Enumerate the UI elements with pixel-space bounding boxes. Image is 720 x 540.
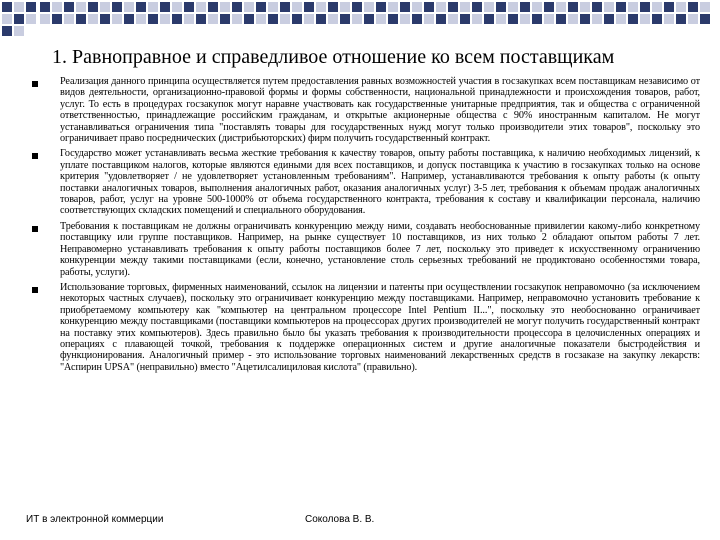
decorative-square bbox=[208, 2, 218, 12]
footer-course: ИТ в электронной коммерции bbox=[26, 514, 164, 525]
decorative-square bbox=[628, 2, 638, 12]
decorative-square bbox=[352, 14, 362, 24]
decorative-square bbox=[556, 14, 566, 24]
decorative-square bbox=[232, 14, 242, 24]
bullet-square-icon bbox=[32, 81, 38, 87]
decorative-squares bbox=[0, 0, 720, 40]
decorative-square bbox=[496, 2, 506, 12]
decorative-square bbox=[292, 2, 302, 12]
decorative-square bbox=[388, 2, 398, 12]
decorative-square bbox=[340, 14, 350, 24]
decorative-square bbox=[364, 2, 374, 12]
decorative-square bbox=[280, 14, 290, 24]
decorative-square bbox=[520, 14, 530, 24]
decorative-square bbox=[388, 14, 398, 24]
decorative-square bbox=[472, 2, 482, 12]
decorative-square bbox=[376, 2, 386, 12]
decorative-square bbox=[688, 14, 698, 24]
decorative-square bbox=[652, 2, 662, 12]
decorative-square bbox=[124, 2, 134, 12]
decorative-square bbox=[496, 14, 506, 24]
decorative-square bbox=[448, 14, 458, 24]
bullet-text: Реализация данного принципа осуществляется путем предоставления равных возможностей участия в госзакупках всем поставщикам независимо от видов деятельности, организационно-правовой формы и формы собственности, национальной принадлежности и происхождения товаров, работ, услуг. То есть в процедурах госзакупок могут наравне участвовать как государственные унитарные предприятия, так и общества с ограниченной ответственностью, принадлежащие российским гражданам, и открытые акционерные общества с 90% иностранным капиталом. Не могут устанавливаться ограничения типа "поставлять товары для государственных нужд могут только производители этих товаров", поскольку это ограничивает право посреднических (дистрибьюторских) фирм получить государственный контракт. bbox=[60, 76, 700, 145]
decorative-square bbox=[688, 2, 698, 12]
decorative-square bbox=[268, 14, 278, 24]
decorative-square bbox=[64, 2, 74, 12]
decorative-square bbox=[304, 14, 314, 24]
decorative-square bbox=[268, 2, 278, 12]
decorative-square bbox=[508, 14, 518, 24]
decorative-square bbox=[40, 14, 50, 24]
decorative-square bbox=[532, 14, 542, 24]
decorative-square bbox=[88, 14, 98, 24]
decorative-square bbox=[100, 14, 110, 24]
decorative-square bbox=[184, 14, 194, 24]
bullet-square-icon bbox=[32, 287, 38, 293]
decorative-square bbox=[220, 2, 230, 12]
decorative-square bbox=[676, 2, 686, 12]
decorative-square bbox=[316, 14, 326, 24]
decorative-square bbox=[244, 14, 254, 24]
bullet-text: Использование торговых, фирменных наименований, ссылок на лицензии и патенты при осуществлении госзакупок неправомочно (за исключением некоторых частных случаев), поскольку это ограничивает конкуренцию между поставщиками. Например, неправомочно установить требование к приобретаемому компьютеру как "компьютер на центральном процессоре Intel Pentium II...", поскольку это необоснованно ограничивает конкуренцию между поставщиками (поставщики компьютеров на процессорах других производителей не могут получить государственный контракт на поставку этих компьютеров). Здесь правильно было бы указать требования к производительности процессора в целочисленных операциях и операциях с плавающей точкой, требования к поддержке операционных систем и другие аналогичные показатели быстродействия и функционирования. Аналогичный пример - это использование торговых наименований лекарственных средств в госзаказе на закупку лекарств: "Аспирин UPSA" (неправильно) вместо "Ацетилсалициловая кислота" (правильно). bbox=[60, 281, 700, 373]
decorative-square bbox=[112, 2, 122, 12]
decorative-square bbox=[328, 14, 338, 24]
bullet-square-icon bbox=[32, 153, 38, 159]
decorative-square bbox=[556, 2, 566, 12]
decorative-square bbox=[220, 14, 230, 24]
decorative-square bbox=[328, 2, 338, 12]
bullet-list bbox=[24, 76, 700, 377]
bullet-item bbox=[24, 76, 700, 144]
decorative-square bbox=[412, 2, 422, 12]
decorative-square bbox=[508, 2, 518, 12]
decorative-square bbox=[676, 14, 686, 24]
decorative-square bbox=[376, 14, 386, 24]
decorative-square bbox=[484, 14, 494, 24]
decorative-square bbox=[436, 14, 446, 24]
decorative-square bbox=[148, 2, 158, 12]
decorative-square bbox=[484, 2, 494, 12]
bullet-text: Государство может устанавливать весьма жесткие требования к качеству товаров, опыту работы поставщика, к наличию необходимых лицензий, к уплате поставщиком налогов, которые являются едиными для всех поставщиков, и допуск поставщика к участию в госзакупках только на основе критерия "удовлетворяет / не удовлетворяет установленным требованиям". Например, устанавливаются требования к опыту работы (к опыту поставки аналогичных товаров, выполнения аналогичных работ, оказания аналогичных услуг) 3-5 лет, требования к объемам продаж аналогичных товаров, работ, услуг на уровне 500-1000% от объема государственного контракта, требования к составу и квалификации персонала, наличию соответствующих складских помещений и специального оборудования. bbox=[60, 148, 700, 217]
decorative-square bbox=[364, 14, 374, 24]
bullet-item bbox=[24, 282, 700, 373]
decorative-square bbox=[184, 2, 194, 12]
decorative-square bbox=[460, 14, 470, 24]
decorative-square bbox=[616, 2, 626, 12]
decorative-square bbox=[136, 2, 146, 12]
decorative-square bbox=[316, 2, 326, 12]
decorative-square bbox=[160, 2, 170, 12]
decorative-square bbox=[52, 14, 62, 24]
decorative-square bbox=[400, 2, 410, 12]
bullet-text: Требования к поставщикам не должны ограничивать конкуренцию между ними, создавать необоснованные привилегии какому-либо конкретному поставщику или группе поставщиков. Например, на рынке существует 10 поставщиков, из них только 2 обладают опытом работы 7 лет. Неправомерно устанавливать требования к опыту работы поставщиков более 7 лет, поскольку это приведет к искусственному ограничению конкуренции между такими поставщиками (если, конечно, установление столь серьезных требований не продиктовано особенностями товара, работы, услуги). bbox=[60, 220, 700, 278]
decorative-square bbox=[136, 14, 146, 24]
decorative-square bbox=[400, 14, 410, 24]
decorative-square bbox=[148, 14, 158, 24]
decorative-square bbox=[172, 14, 182, 24]
decorative-square bbox=[412, 14, 422, 24]
bullet-square-icon bbox=[32, 226, 38, 232]
decorative-square bbox=[352, 2, 362, 12]
decorative-square bbox=[700, 2, 710, 12]
decorative-square bbox=[520, 2, 530, 12]
decorative-square bbox=[448, 2, 458, 12]
decorative-square bbox=[424, 2, 434, 12]
decorative-square bbox=[76, 2, 86, 12]
decorative-square bbox=[112, 14, 122, 24]
decorative-square bbox=[532, 2, 542, 12]
decorative-square bbox=[244, 2, 254, 12]
decorative-square bbox=[232, 2, 242, 12]
decorative-square bbox=[52, 2, 62, 12]
decorative-square bbox=[628, 14, 638, 24]
decorative-square bbox=[436, 2, 446, 12]
decorative-square bbox=[124, 14, 134, 24]
decorative-square bbox=[64, 14, 74, 24]
decorative-square bbox=[664, 14, 674, 24]
decorative-square bbox=[172, 2, 182, 12]
decorative-square bbox=[604, 2, 614, 12]
decorative-square bbox=[592, 14, 602, 24]
decorative-square bbox=[280, 2, 290, 12]
decorative-square bbox=[424, 14, 434, 24]
decorative-square bbox=[592, 2, 602, 12]
bullet-item bbox=[24, 148, 700, 216]
decorative-square bbox=[604, 14, 614, 24]
decorative-square bbox=[40, 2, 50, 12]
decorative-square bbox=[640, 14, 650, 24]
decorative-square bbox=[292, 14, 302, 24]
decorative-square bbox=[580, 2, 590, 12]
decorative-square bbox=[256, 2, 266, 12]
decorative-square bbox=[580, 14, 590, 24]
decorative-square bbox=[700, 14, 710, 24]
decorative-square bbox=[196, 2, 206, 12]
decorative-square bbox=[256, 14, 266, 24]
decorative-square bbox=[160, 14, 170, 24]
decorative-square bbox=[544, 2, 554, 12]
decorative-square bbox=[616, 14, 626, 24]
decorative-square bbox=[544, 14, 554, 24]
decorative-square bbox=[88, 2, 98, 12]
decorative-square bbox=[568, 14, 578, 24]
bullet-item bbox=[24, 221, 700, 278]
decorative-square bbox=[196, 14, 206, 24]
decorative-square bbox=[460, 2, 470, 12]
decorative-square bbox=[640, 2, 650, 12]
decorative-square bbox=[652, 14, 662, 24]
decorative-square bbox=[76, 14, 86, 24]
decorative-square bbox=[568, 2, 578, 12]
decorative-square bbox=[340, 2, 350, 12]
decorative-square bbox=[664, 2, 674, 12]
footer-author: Соколова В. В. bbox=[305, 514, 375, 525]
decorative-square bbox=[304, 2, 314, 12]
slide-title: 1. Равноправное и справедливое отношение ко всем поставщикам bbox=[52, 46, 615, 68]
decorative-square bbox=[100, 2, 110, 12]
decorative-square bbox=[472, 14, 482, 24]
decorative-square bbox=[208, 14, 218, 24]
